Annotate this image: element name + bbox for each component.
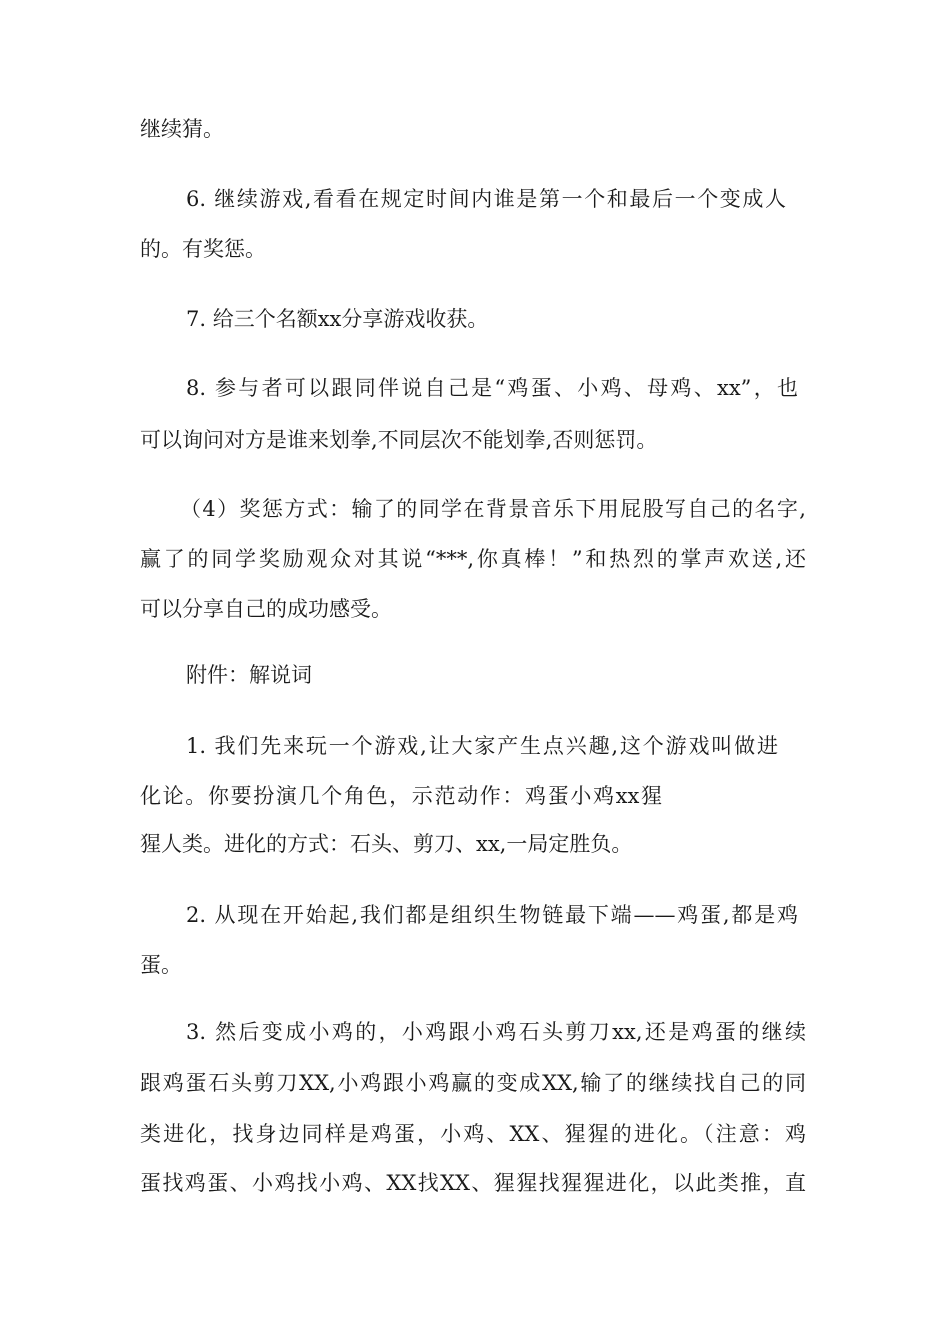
text-line: 赢了的同学奖励观众对其说“***,你真棒！”和热烈的掌声欢送,还 [140, 547, 806, 571]
text-line: 附件：解说词 [186, 663, 312, 687]
text-line: 继续猜。 [140, 117, 224, 141]
text-line: 化论。你要扮演几个角色，示范动作：鸡蛋小鸡xx猩 [140, 784, 662, 808]
text-line: 7. 给三个名额xx分享游戏收获。 [186, 307, 489, 331]
text-line: 1. 我们先来玩一个游戏,让大家产生点兴趣,这个游戏叫做进 [186, 734, 778, 758]
text-line: 蛋。 [140, 953, 182, 977]
text-line: （4）奖惩方式：输了的同学在背景音乐下用屁股写自己的名字, [180, 497, 806, 521]
text-line: 可以询问对方是谁来划拳,不同层次不能划拳,否则惩罚。 [140, 428, 658, 452]
text-line: 蛋找鸡蛋、小鸡找小鸡、XX找XX、猩猩找猩猩进化，以此类推，直 [140, 1171, 806, 1195]
text-line: 2. 从现在开始起,我们都是组织生物链最下端——鸡蛋,都是鸡 [186, 903, 798, 927]
text-line: 6. 继续游戏,看看在规定时间内谁是第一个和最后一个变成人 [186, 187, 786, 211]
text-line: 3. 然后变成小鸡的，小鸡跟小鸡石头剪刀xx,还是鸡蛋的继续 [186, 1020, 806, 1044]
text-line: 类进化，找身边同样是鸡蛋，小鸡、XX、猩猩的进化。（注意：鸡 [140, 1122, 806, 1146]
text-line: 的。有奖惩。 [140, 237, 266, 261]
text-line: 跟鸡蛋石头剪刀XX,小鸡跟小鸡赢的变成XX,输了的继续找自己的同 [140, 1071, 806, 1095]
text-line: 猩人类。进化的方式：石头、剪刀、xx,一局定胜负。 [140, 832, 633, 856]
text-line: 8. 参与者可以跟同伴说自己是“鸡蛋、小鸡、母鸡、xx”，也 [186, 376, 798, 400]
text-line: 可以分享自己的成功感受。 [140, 597, 392, 621]
